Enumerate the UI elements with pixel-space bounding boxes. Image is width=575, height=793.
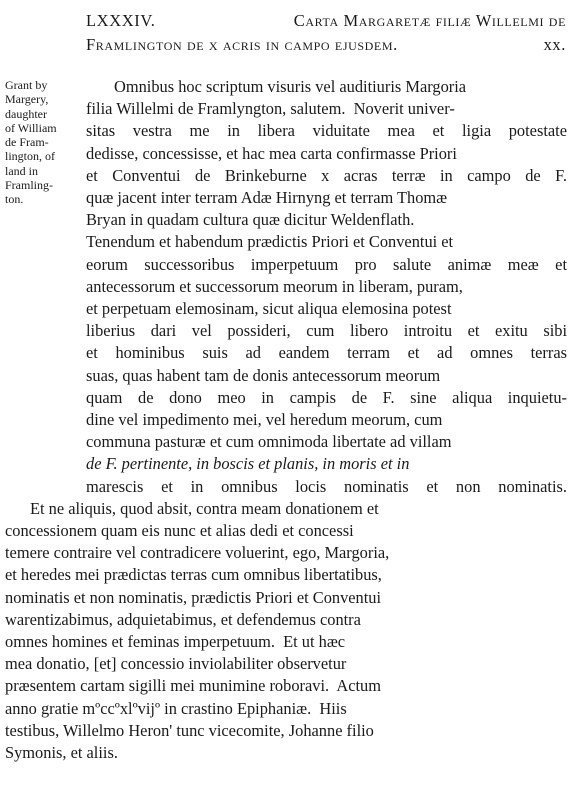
text-line-content: dine vel impedimento mei, vel heredum meorum, cum [86, 410, 443, 429]
text-line [86, 410, 567, 430]
text-line-content: nominatis et non nominatis, prædictis Priori et Conventui [5, 587, 382, 607]
text-line [86, 366, 567, 386]
text-line [5, 521, 567, 541]
text-line [114, 77, 567, 97]
folio-reference: xx. [543, 35, 566, 54]
text-line [86, 321, 567, 341]
margin-note-line: ton. [5, 192, 24, 207]
text-line-content: concessionem quam eis nunc et alias dedi et concessi [5, 521, 354, 540]
text-line-content: warentizabimus, adquietabimus, et defendemus contra [5, 609, 361, 629]
margin-note [5, 78, 77, 207]
text-line-content: testibus, Willelmo Heron' tunc vicecomite, Johanne filio [5, 720, 374, 740]
text-line [5, 676, 567, 696]
text-line [30, 499, 567, 519]
text-line [86, 99, 567, 119]
margin-note-line: of William [5, 120, 57, 135]
text-line-content: marescis et in omnibus locis nominatis et non nominatis. [86, 476, 567, 496]
text-line [86, 121, 567, 141]
text-line [5, 654, 567, 674]
charter-heading [86, 9, 566, 57]
text-line-content: de F. pertinente, in boscis et planis, in moris et in [86, 454, 410, 474]
text-line [86, 210, 567, 230]
text-line-content: sitas vestra me in libera viduitate mea et ligia potestate [86, 121, 567, 141]
margin-note-line: Framling- [5, 178, 53, 193]
margin-note-line: lington, of [5, 149, 55, 164]
text-line [86, 388, 567, 408]
text-line-content: omnes homines et feminas imperpetuum. Et ut hæc [5, 632, 346, 651]
text-line [86, 454, 567, 474]
text-line [86, 477, 567, 497]
text-line-content: quæ jacent inter terram Adæ Hirnyng et terram Thomæ [86, 188, 448, 207]
text-line-content: liberius dari vel possideri, cum libero introitu et exitu sibi [86, 321, 567, 341]
charter-title-line-1: Carta Margaretæ filiæ Willelmi de [293, 11, 566, 30]
charter-title-line-2: Framlington de x acris in campo ejusdem. [86, 35, 398, 54]
text-line-content: et Conventui de Brinkeburne x acras terræ in campo de F. [86, 165, 567, 185]
text-line-content: Symonis, et aliis. [5, 743, 118, 762]
text-line [5, 743, 567, 763]
text-line [5, 632, 567, 652]
text-line-content: mea donatio, [et] concessio inviolabiliter observetur [5, 654, 347, 674]
text-line [86, 277, 567, 297]
charter-number: LXXXIV. [86, 11, 156, 30]
text-line-content: et hominibus suis ad eandem terram et ad omnes terras [86, 343, 567, 363]
text-line [5, 721, 567, 741]
text-line [86, 255, 567, 275]
margin-note-line: Margery, [5, 92, 49, 107]
text-line [5, 588, 567, 608]
text-line-content: Tenendum et habendum prædictis Priori et Conventui et [86, 232, 454, 252]
text-line-content: dedisse, concessisse, et hac mea carta confirmasse Priori [86, 143, 457, 163]
text-line-content: antecessorum et successorum meorum in liberam, puram, [86, 276, 463, 296]
text-line [86, 299, 567, 319]
text-line [86, 188, 567, 208]
text-line-content: et heredes mei prædictas terras cum omnibus libertatibus, [5, 565, 382, 585]
text-line [86, 232, 567, 252]
text-line [5, 543, 567, 563]
text-line-content: præsentem cartam sigilli mei munimine roboravi. Actum [5, 676, 381, 696]
margin-note-line: Grant by [5, 78, 48, 92]
text-line-content: temere contraire vel contradicere voluerint, ego, Margoria, [5, 543, 390, 563]
text-line-content: quam de dono meo in campis de F. sine aliqua inquietu- [86, 387, 567, 407]
text-line-content: filia Willelmi de Framlyngton, salutem. Noverit univer- [86, 99, 455, 119]
text-line [5, 610, 567, 630]
text-line-content: eorum successoribus imperpetuum pro salute animæ meæ et [86, 254, 567, 274]
text-line [5, 565, 567, 585]
text-line-content: anno gratie mºccºxlºvijº in crastino Epiphaniæ. Hiis [5, 698, 347, 718]
text-line-content: Et ne aliquis, quod absit, contra meam donationem et [30, 498, 379, 518]
text-line [86, 432, 567, 452]
text-line-content: Omnibus hoc scriptum visuris vel auditiuris Margoria [114, 77, 467, 96]
text-line [5, 699, 567, 719]
text-line [86, 144, 567, 164]
text-line-content: suas, quas habent tam de donis antecessorum meorum [86, 365, 441, 385]
text-line [86, 343, 567, 363]
text-line-content: Bryan in quadam cultura quæ dicitur Weldenflath. [86, 210, 415, 230]
margin-note-line: de Fram- [5, 135, 49, 150]
margin-note-line: land in [5, 163, 38, 178]
margin-note-line: daughter [5, 106, 47, 121]
text-line [86, 166, 567, 186]
text-line-content: et perpetuam elemosinam, sicut aliqua elemosina potest [86, 299, 452, 318]
text-line-content: communa pasturæ et cum omnimoda libertate ad villam [86, 432, 452, 452]
